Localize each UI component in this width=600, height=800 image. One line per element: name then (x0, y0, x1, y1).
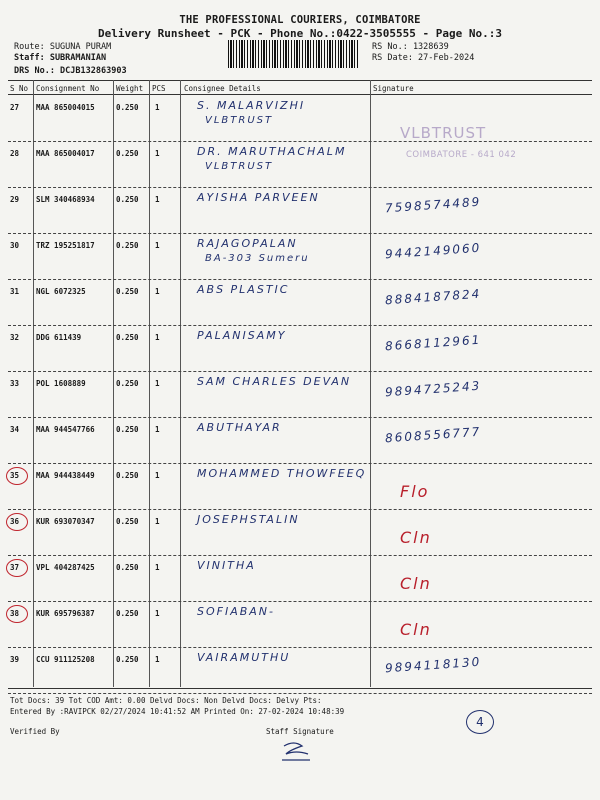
staff-signature-label: Staff Signature (266, 727, 334, 736)
row-sno: 27 (10, 103, 20, 112)
row-signature: 9894725243 (384, 378, 482, 400)
row-sno: 34 (10, 425, 20, 434)
page-title: THE PROFESSIONAL COURIERS, COIMBATORE (179, 14, 421, 26)
row-weight: 0.250 (116, 471, 139, 480)
row-pcs: 1 (155, 379, 160, 388)
row-sno: 39 (10, 655, 20, 664)
row-sno: 28 (10, 149, 20, 158)
col-divider (180, 80, 181, 687)
row-signature: 8608556777 (384, 424, 482, 446)
row-consignment: SLM 340468934 (36, 195, 95, 204)
row-sno: 30 (10, 241, 20, 250)
row-pcs: 1 (155, 287, 160, 296)
row-weight: 0.250 (116, 379, 139, 388)
row-consignment: MAA 865004015 (36, 103, 95, 112)
row-weight: 0.250 (116, 563, 139, 572)
row-pcs: 1 (155, 425, 160, 434)
row-signature: 9894118130 (384, 654, 482, 676)
row-signature: 9442149060 (384, 240, 482, 262)
table-head-rule (8, 94, 592, 95)
row-sno: 35 (10, 471, 20, 480)
row-weight: 0.250 (116, 517, 139, 526)
col-weight: Weight (116, 84, 144, 93)
barcode (228, 40, 358, 68)
row-divider (8, 279, 592, 280)
vlbtrust-stamp: VLBTRUST COIMBATORE - 641 042 (400, 124, 517, 160)
staff-signature-scrawl (280, 740, 314, 764)
row-consignee-name: VAIRAMUTHU (197, 651, 291, 664)
page-mark: 4 (466, 710, 494, 734)
row-consignee-name: MOHAMMED THOWFEEQ (197, 467, 367, 480)
row-divider (8, 325, 592, 326)
col-consignee: Consignee Details (184, 84, 261, 93)
row-divider (8, 555, 592, 556)
page-subtitle: Delivery Runsheet - PCK - Phone No.:0422-3505555 - Page No.:3 (98, 27, 502, 40)
row-consignee-name: SOFIABAN- (197, 605, 276, 618)
row-signature: 8668112961 (384, 332, 482, 354)
row-signature: Cln (400, 620, 432, 639)
col-sno: S No (10, 84, 29, 93)
row-sno: 38 (10, 609, 20, 618)
sno-circle-mark (6, 559, 28, 577)
row-weight: 0.250 (116, 241, 139, 250)
row-pcs: 1 (155, 609, 160, 618)
row-consignment: TRZ 195251817 (36, 241, 95, 250)
rs-number: RS No.: 1328639 (372, 42, 449, 52)
row-signature: Flo (400, 482, 430, 501)
row-sno: 36 (10, 517, 20, 526)
row-divider (8, 509, 592, 510)
row-divider (8, 417, 592, 418)
row-consignee-name: PALANISAMY (197, 329, 287, 342)
row-pcs: 1 (155, 241, 160, 250)
row-weight: 0.250 (116, 333, 139, 342)
row-consignee-name: RAJAGOPALAN (197, 237, 298, 250)
route: Route: SUGUNA PURAM (14, 42, 112, 52)
col-divider (149, 80, 150, 687)
row-consignment: KUR 695796387 (36, 609, 95, 618)
row-pcs: 1 (155, 517, 160, 526)
col-divider (33, 80, 34, 687)
row-consignee-name: ABUTHAYAR (197, 421, 282, 434)
rs-date: RS Date: 27-Feb-2024 (372, 53, 475, 63)
row-sno: 29 (10, 195, 20, 204)
verified-by-label: Verified By (10, 727, 60, 736)
row-divider (8, 463, 592, 464)
row-weight: 0.250 (116, 149, 139, 158)
row-consignment: KUR 693070347 (36, 517, 95, 526)
row-consignee-name: ABS PLASTIC (197, 283, 290, 296)
row-pcs: 1 (155, 471, 160, 480)
row-consignee-name: S. MALARVIZHI (197, 99, 306, 112)
row-signature: Cln (400, 574, 432, 593)
row-consignee-name: DR. MARUTHACHALM (197, 145, 347, 158)
totals-line: Tot Docs: 39 Tot COD Amt: 0.00 Delvd Docs: Non Delvd Docs: Delvy Pts: (10, 696, 322, 705)
row-consignee-line2: VLBTRUST (205, 115, 274, 126)
row-consignee-name: SAM CHARLES DEVAN (197, 375, 352, 388)
row-consignment: POL 1608889 (36, 379, 86, 388)
row-signature: 8884187824 (384, 286, 482, 308)
row-sno: 37 (10, 563, 20, 572)
row-consignment: NGL 6072325 (36, 287, 86, 296)
row-weight: 0.250 (116, 103, 139, 112)
row-sno: 32 (10, 333, 20, 342)
row-consignment: VPL 404287425 (36, 563, 95, 572)
row-consignee-line2: VLBTRUST (205, 161, 274, 172)
row-weight: 0.250 (116, 609, 139, 618)
row-consignment: DDG 611439 (36, 333, 82, 342)
sno-circle-mark (6, 605, 28, 623)
drs-number: DRS No.: DCJB132863903 (14, 66, 127, 76)
row-consignment: MAA 944547766 (36, 425, 95, 434)
row-weight: 0.250 (116, 425, 139, 434)
row-weight: 0.250 (116, 655, 139, 664)
row-weight: 0.250 (116, 287, 139, 296)
row-consignment: CCU 911125208 (36, 655, 95, 664)
col-divider (370, 80, 371, 687)
staff: Staff: SUBRAMANIAN (14, 53, 107, 63)
row-pcs: 1 (155, 195, 160, 204)
table-top-rule (8, 80, 592, 81)
col-signature: Signature (373, 84, 414, 93)
row-pcs: 1 (155, 655, 160, 664)
row-consignee-name: AYISHA PARVEEN (197, 191, 320, 204)
row-pcs: 1 (155, 333, 160, 342)
row-divider (8, 233, 592, 234)
row-consignee-line2: BA-303 Sumeru (205, 253, 310, 264)
sno-circle-mark (6, 513, 28, 531)
row-divider (8, 693, 592, 694)
entered-by-line: Entered By :RAVIPCK 02/27/2024 10:41:52 AM Printed On: 27-02-2024 10:48:39 (10, 707, 345, 716)
col-consignment: Consignment No (36, 84, 100, 93)
row-divider (8, 647, 592, 648)
row-pcs: 1 (155, 103, 160, 112)
row-signature: Cln (400, 528, 432, 547)
row-consignee-name: JOSEPHSTALIN (197, 513, 300, 526)
row-divider (8, 371, 592, 372)
row-sno: 31 (10, 287, 20, 296)
col-pcs: PCS (152, 84, 166, 93)
row-consignment: MAA 944438449 (36, 471, 95, 480)
row-consignment: MAA 865004017 (36, 149, 95, 158)
row-sno: 33 (10, 379, 20, 388)
footer-rule (8, 688, 592, 689)
row-divider (8, 601, 592, 602)
sno-circle-mark (6, 467, 28, 485)
row-divider (8, 187, 592, 188)
col-divider (113, 80, 114, 687)
row-pcs: 1 (155, 149, 160, 158)
row-weight: 0.250 (116, 195, 139, 204)
row-consignee-name: VINITHA (197, 559, 256, 572)
row-signature: 7598574489 (384, 194, 482, 216)
row-pcs: 1 (155, 563, 160, 572)
